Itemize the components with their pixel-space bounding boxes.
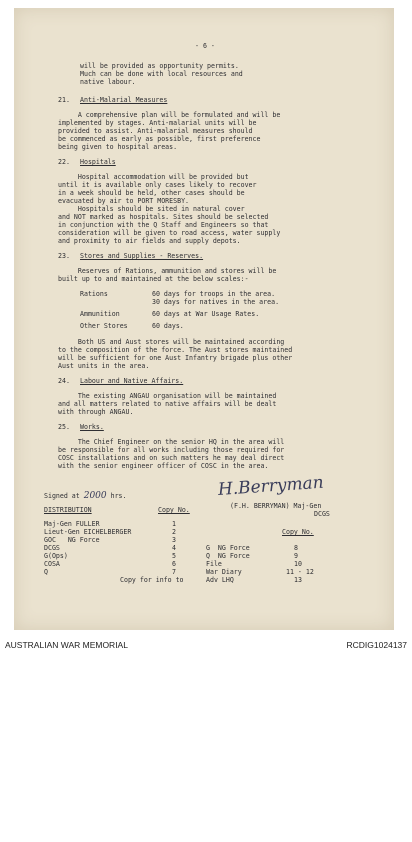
- page-number: - 6 -: [195, 42, 215, 50]
- distribution-name: DCGS: [44, 544, 60, 552]
- paragraph-line: in conjunction with the Q Staff and Engineers so that: [58, 221, 269, 229]
- distribution-name: Adv LHQ: [206, 576, 234, 584]
- paragraph-line: consideration will be given to road access, water supply: [58, 229, 281, 237]
- paragraph-line: The Chief Engineer on the senior HQ in the area will: [58, 438, 285, 446]
- scale-value: 60 days.: [152, 322, 184, 330]
- distribution-name: COSA: [44, 560, 60, 568]
- section-heading: Anti-Malarial Measures: [80, 96, 168, 104]
- paragraph-line: Hospital accommodation will be provided but: [58, 173, 249, 181]
- distribution-copy: 3: [172, 536, 176, 544]
- paragraph-line: and NOT marked as hospitals. Sites should be selected: [58, 213, 269, 221]
- paragraph-line: Reserves of Rations, ammunition and stores will be: [58, 267, 277, 275]
- distribution-name: Maj-Gen FULLER: [44, 520, 100, 528]
- copy-for-info-label: Copy for info to: [120, 576, 184, 584]
- intro-line: will be provided as opportunity permits.: [80, 62, 239, 70]
- paragraph-line: be commenced as early as possible, first preference: [58, 135, 261, 143]
- scale-value: 60 days for troops in the area.: [152, 290, 276, 298]
- section-heading: Stores and Supplies - Reserves.: [80, 252, 204, 260]
- distribution-name: GOC NG Force: [44, 536, 100, 544]
- scale-item: Rations: [80, 290, 108, 298]
- typed-signatory-name: (F.H. BERRYMAN) Maj-Gen: [230, 502, 322, 510]
- distribution-copy: 2: [172, 528, 176, 536]
- paragraph-line: to the composition of the force. The Aust stores maintained: [58, 346, 293, 354]
- paragraph-line: being given to hospital areas.: [58, 143, 178, 151]
- distribution-copy: 1: [172, 520, 176, 528]
- distribution-copy: 7: [172, 568, 176, 576]
- paragraph-line: until it is available only cases likely to recover: [58, 181, 257, 189]
- paragraph-line: will be sufficient for one Aust Infantry brigade plus other: [58, 354, 293, 362]
- paragraph-line: Hospitals should be sited in natural cover: [58, 205, 245, 213]
- document-paper: [14, 8, 394, 630]
- scale-item: Other Stores: [80, 322, 128, 330]
- signed-prefix: Signed at: [44, 492, 80, 500]
- paragraph-line: provided to assist. Anti-malarial measures should: [58, 127, 253, 135]
- paragraph-line: implemented by stages. Anti-malarial units will be: [58, 119, 257, 127]
- signed-time-handwritten: 2000: [83, 491, 107, 501]
- section-number: 21.: [58, 96, 70, 104]
- copy-no-header-left: Copy No.: [158, 506, 190, 514]
- section-heading: Works.: [80, 423, 104, 431]
- distribution-copy: 4: [172, 544, 176, 552]
- distribution-label: DISTRIBUTION: [44, 506, 92, 514]
- distribution-copy: 13: [294, 576, 302, 584]
- paragraph-line: in a week should be held, other cases should be: [58, 189, 245, 197]
- paragraph-line: evacuated by air to PORT MORESBY.: [58, 197, 190, 205]
- distribution-name: G NG Force: [206, 544, 250, 552]
- distribution-copy: 9: [294, 552, 298, 560]
- intro-line: native labour.: [80, 78, 136, 86]
- paragraph-line: be responsible for all works including those required for: [58, 446, 285, 454]
- distribution-copy: 11 - 12: [286, 568, 314, 576]
- paragraph-line: COSC installations and on such matters he may deal direct: [58, 454, 285, 462]
- section-number: 25.: [58, 423, 70, 431]
- scale-value: 30 days for natives in the area.: [152, 298, 280, 306]
- signed-suffix: hrs.: [110, 492, 127, 500]
- distribution-copy: 6: [172, 560, 176, 568]
- paragraph-line: with through ANGAU.: [58, 408, 134, 416]
- section-number: 23.: [58, 252, 70, 260]
- distribution-name: Q: [44, 568, 48, 576]
- section-number: 22.: [58, 158, 70, 166]
- paragraph-line: with the senior engineer officer of COSC in the area.: [58, 462, 269, 470]
- intro-line: Much can be done with local resources and: [80, 70, 243, 78]
- archive-reference: RCDIG1024137: [346, 640, 407, 650]
- scale-item: Ammunition: [80, 310, 120, 318]
- distribution-copy: 8: [294, 544, 298, 552]
- section-number: 24.: [58, 377, 70, 385]
- distribution-name: Q NG Force: [206, 552, 250, 560]
- paragraph-line: built up to and maintained at the below scales:-: [58, 275, 249, 283]
- archive-name: AUSTRALIAN WAR MEMORIAL: [5, 640, 128, 650]
- archive-footer: [0, 638, 412, 654]
- section-heading: Labour and Native Affairs.: [80, 377, 184, 385]
- paragraph-line: The existing ANGAU organisation will be maintained: [58, 392, 277, 400]
- paragraph-line: A comprehensive plan will be formulated and will be: [58, 111, 281, 119]
- distribution-name: G(Ops): [44, 552, 68, 560]
- distribution-name: War Diary: [206, 568, 242, 576]
- signatory-appointment: DCGS: [314, 510, 330, 518]
- signed-at-line: [44, 492, 127, 500]
- paragraph-line: and all matters related to native affairs will be dealt: [58, 400, 277, 408]
- distribution-copy: 5: [172, 552, 176, 560]
- distribution-name: Lieut-Gen EICHELBERGER: [44, 528, 132, 536]
- distribution-name: File: [206, 560, 222, 568]
- paragraph-line: and proximity to air fields and supply depots.: [58, 237, 241, 245]
- paragraph-line: Both US and Aust stores will be maintained according: [58, 338, 285, 346]
- paragraph-line: Aust units in the area.: [58, 362, 150, 370]
- distribution-copy: 10: [294, 560, 302, 568]
- copy-no-header-right: Copy No.: [282, 528, 314, 536]
- scale-value: 60 days at War Usage Rates.: [152, 310, 260, 318]
- handwritten-signature: H.Berryman: [217, 472, 325, 500]
- document-body: [14, 8, 394, 630]
- section-heading: Hospitals: [80, 158, 116, 166]
